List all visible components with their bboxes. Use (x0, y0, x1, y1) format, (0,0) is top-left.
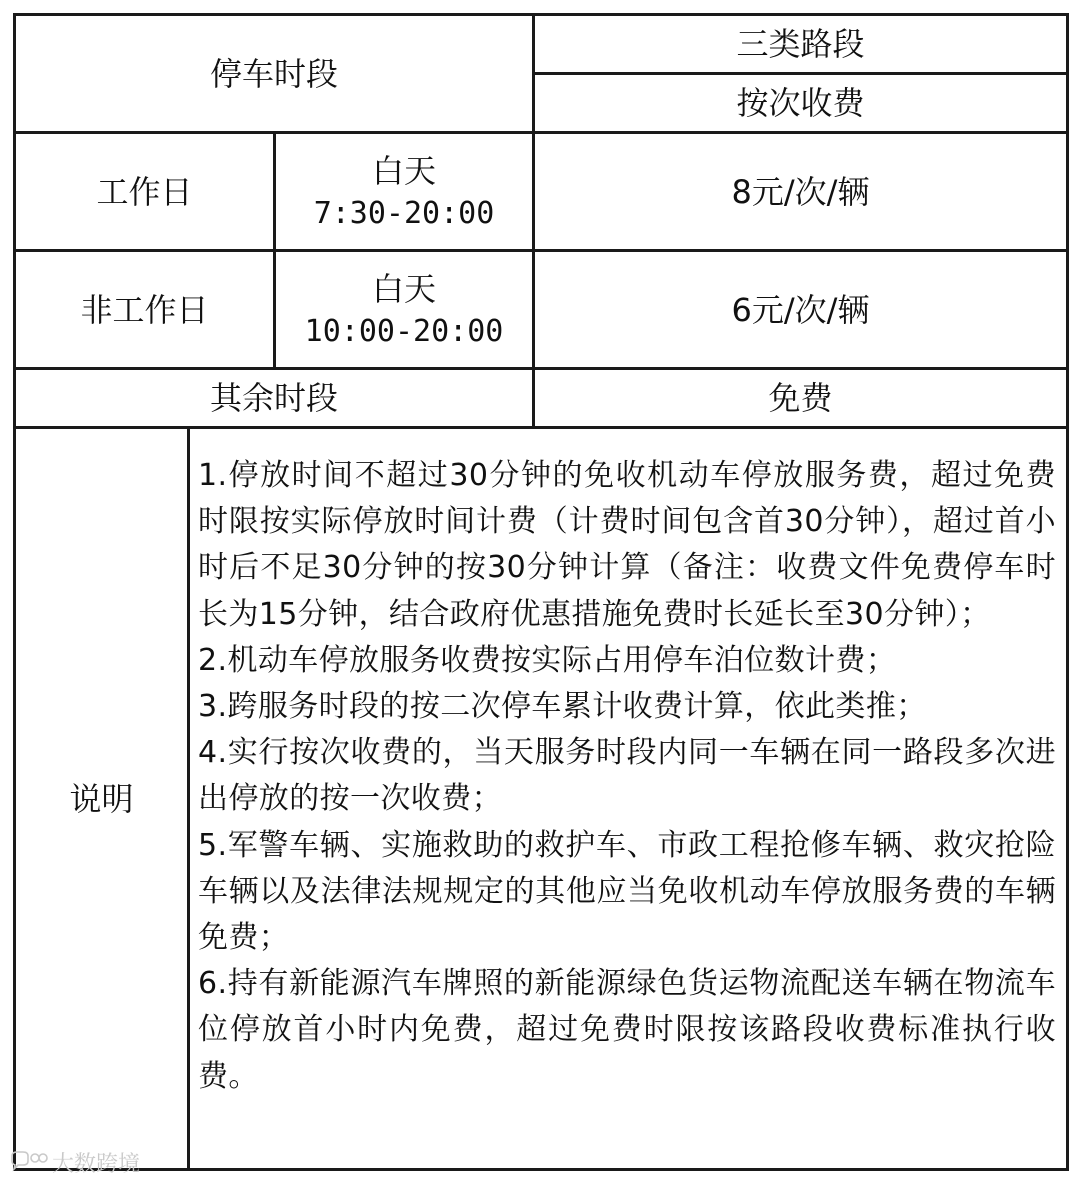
fee-table-sheet (13, 13, 1066, 1171)
period-name: 白天 (371, 269, 436, 308)
charge-mode-header: 按次收费 (534, 74, 1068, 133)
table-row (15, 251, 1068, 369)
day-type-cell: 工作日 (15, 133, 275, 251)
period-cell (275, 133, 534, 251)
section-type-header: 三类路段 (534, 15, 1068, 74)
other-periods-label: 其余时段 (15, 369, 534, 428)
day-type-cell: 非工作日 (15, 251, 275, 369)
notes-row (15, 428, 1068, 1170)
note-item: 1.停放时间不超过30分钟的免收机动车停放服务费，超过免费时限按实际停放时间计费（计费时间包含首30分钟），超过首小时后不足30分钟的按30分钟计算（备注：收费文件免费停车时长为15分钟，结合政府优惠措施免费时长延长至30分钟）； (198, 458, 1056, 632)
note-item: 6.持有新能源汽车牌照的新能源绿色货运物流配送车辆在物流车位停放首小时内免费，超过免费时限按该路段收费标准执行收费。 (198, 966, 1056, 1094)
period-cell (275, 251, 534, 369)
header-row-1 (15, 15, 1068, 74)
other-periods-fee: 免费 (534, 369, 1068, 428)
note-item: 4.实行按次收费的，当天服务时段内同一车辆在同一路段多次进出停放的按一次收费； (198, 735, 1056, 817)
note-item: 2.机动车停放服务收费按实际占用停车泊位数计费； (198, 642, 897, 678)
period-time: 7:30-20:00 (313, 195, 495, 231)
watermark (8, 1148, 140, 1176)
note-item: 3.跨服务时段的按二次停车累计收费计算，依此类推； (198, 689, 927, 725)
parking-fee-table (13, 13, 1069, 1171)
fee-cell: 6元/次/辆 (534, 251, 1068, 369)
period-time: 10:00-20:00 (304, 313, 504, 349)
period-header: 停车时段 (15, 15, 534, 133)
notes-content (189, 428, 1068, 1170)
note-item: 5.军警车辆、实施救助的救护车、市政工程抢修车辆、救灾抢险车辆以及法律法规规定的其他应当免收机动车停放服务费的车辆免费； (198, 827, 1056, 956)
period-name: 白天 (371, 151, 436, 190)
table-row (15, 133, 1068, 251)
other-periods-row (15, 369, 1068, 428)
notes-label: 说明 (15, 428, 189, 1170)
chat-bubble-icon (8, 1150, 48, 1174)
watermark-text: 大数跨境 (52, 1151, 141, 1177)
fee-cell: 8元/次/辆 (534, 133, 1068, 251)
